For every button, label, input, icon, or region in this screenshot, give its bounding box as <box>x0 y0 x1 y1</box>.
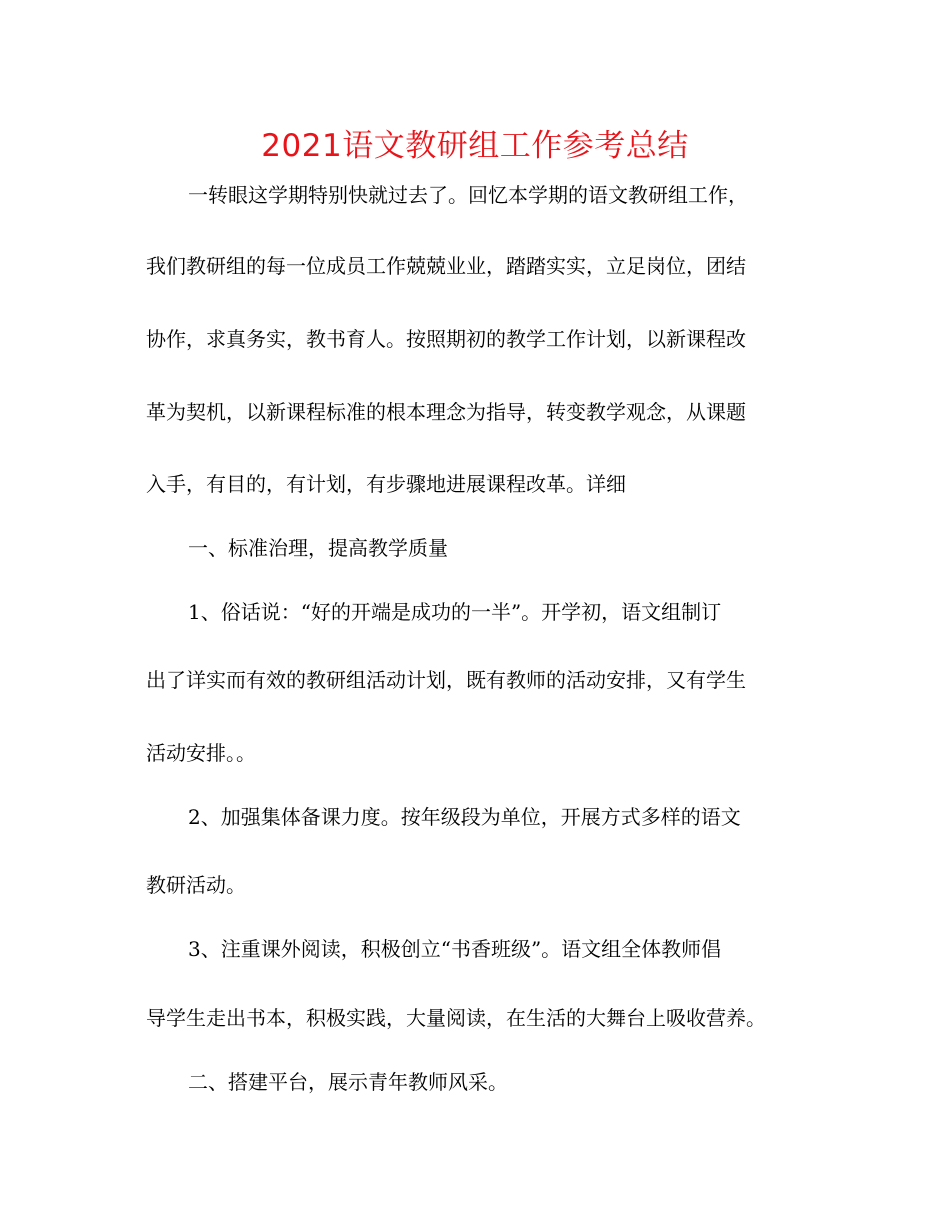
paragraph-line: 出了详实而有效的教研组活动计划，既有教师的活动安排，又有学生 <box>146 668 746 692</box>
paragraph-line: 入手，有目的，有计划，有步骤地进展课程改革。详细 <box>146 472 626 496</box>
paragraph-line: 革为契机，以新课程标准的根本理念为指导，转变教学观念，从课题 <box>146 400 746 424</box>
section-heading: 一、标准治理，提高教学质量 <box>188 536 448 560</box>
paragraph-line: 2、加强集体备课力度。按年级段为单位，开展方式多样的语文 <box>188 805 741 829</box>
paragraph-line: 3、注重课外阅读，积极创立“书香班级”。语文组全体教师倡 <box>188 937 722 961</box>
paragraph-line: 导学生走出书本，积极实践，大量阅读，在生活的大舞台上吸收营养。 <box>146 1006 766 1030</box>
section-heading: 二、搭建平台，展示青年教师风采。 <box>188 1070 508 1094</box>
document-title: 2021语文教研组工作参考总结 <box>261 128 689 164</box>
paragraph-line: 教研活动。 <box>146 873 246 897</box>
paragraph-line: 活动安排。。 <box>146 741 256 765</box>
paragraph-line: 1、俗话说：“好的开端是成功的一半”。开学初，语文组制订 <box>188 600 722 624</box>
paragraph-line: 协作，求真务实，教书育人。按照期初的教学工作计划，以新课程改 <box>146 327 746 351</box>
paragraph-line: 一转眼这学期特别快就过去了。回忆本学期的语文教研组工作， <box>188 183 748 207</box>
paragraph-line: 我们教研组的每一位成员工作兢兢业业，踏踏实实，立足岗位，团结 <box>146 254 746 278</box>
